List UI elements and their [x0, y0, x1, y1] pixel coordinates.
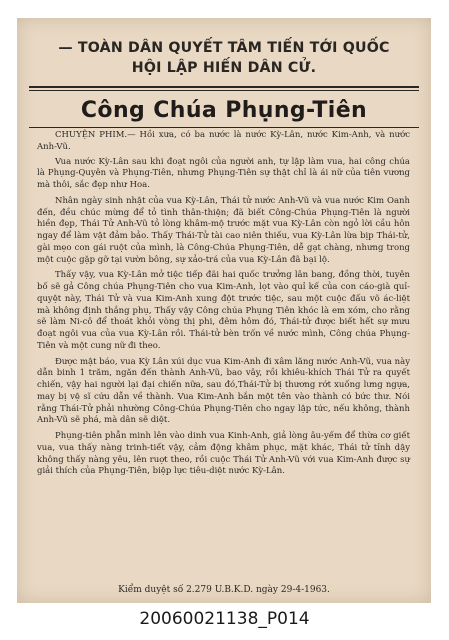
paragraph: Thấy vậy, vua Kỳ-Lân mở tiệc tiếp đãi hai quốc trưởng lân bang, đồng thời, tuyên bố sẽ gả Công chúa Phụng-Tiên cho vua Kim-Anh, lọt vào quỉ kế của con cáo-già quỉ-quyệt này, Thái Tử và vua Kim-Anh xung đột trước tiệc, sau một cuộc đấu võ ác-liệt mà không định thắng phụ, Thấy vậy Công chúa Phụng Tiên khóc là em xóm, cho rằng sẽ làm Ni-cô để thoát khỏi vòng thị phi, đêm hôm đó, Thái-tử được biết hết sự mưu đoạt ngôi vua của vua Kỳ-Lân rồi. Thái-tử bèn trốn về nước mình, Công chúa Phụng-Tiên và một cung nữ đi theo. — [37, 270, 410, 351]
paragraph: Phụng-tiên phẫn minh lên vào dinh vua Kinh-Anh, giả lòng âu-yếm để thừa cơ giết vua, vua thấy nàng trinh-tiết vậy, cảm động khâm phục, mặt khác, Thái tử tỉnh dậy không thấy nàng yêu, lên ruợt theo, rồi cuộc Thái Tử Anh-Vũ với vua Kim-Anh được sự giải thích của Phụng-Tiên, biệp lực tiêu-diệt nước Kỳ-Lân. — [37, 431, 410, 477]
divider-under-title — [29, 127, 419, 128]
paragraph: CHUYỆN PHIM.— Hồi xưa, có ba nước là nước Kỳ-Lân, nước Kim-Anh, và nước Anh-Vũ. — [37, 130, 410, 152]
slogan-line-2: HỘI LẬP HIẾN DÂN CỬ. — [131, 60, 317, 76]
archive-id-label: 20060021138_P014 — [139, 609, 310, 629]
slogan-line-1: — TOÀN DÂN QUYẾT TÂM TIẾN TỚI QUỐC — [58, 40, 390, 56]
film-title: Công Chúa Phụng-Tiên — [80, 98, 368, 123]
paragraph: Được mật báo, vua Kỳ Lân xúi dục vua Kim-Anh đi xâm lăng nước Anh-Vũ, vua này dẫn binh 1 trăm, ngăn đến thành Anh-Vũ, bao vây, rồi khiêu-khích Thái Tử ra quyết chiến, vậy hai người lại đại chiến nữa, sau đó,Thái-Tử bị thương rớt xuống lưng ngựa, may bị vệ sĩ cứu dẫn về thành. Vua Kim-Anh bắn một tên vào thành có bức thư. Nói rằng Thái-Tử phải nhường Công-Chúa Phụng-Tiên cho ngay lập tức, nếu không, thành Anh-Vũ sẽ phá, mà dân sẽ diệt. — [37, 356, 410, 426]
divider-thin — [29, 90, 419, 91]
story-text — [37, 130, 410, 482]
divider-thick — [29, 86, 419, 88]
flyer-page — [17, 18, 431, 603]
paragraph: Vua nước Kỳ-Lân sau khi đoạt ngôi của người anh, tự lập làm vua, hai công chúa là Phụng-Quyên và Phụng-Tiên, nhưng Phụng-Tiên sự thật chỉ là ái nữ của tiên vương mà thôi, sắc đẹp như Hoa. — [37, 156, 410, 190]
censorship-note: Kiểm duyệt số 2.279 U.B.K.D. ngày 29-4-1963. — [118, 585, 330, 595]
slogan-header — [17, 38, 431, 78]
paragraph: Nhân ngày sinh nhật của vua Kỳ-Lân, Thái tử nước Anh-Vũ và vua nước Kim Oanh đến, đều chúc mừng để tỏ tình thân-thiện; đã biết Công-Chúa Phụng-Tiên là người hiền đẹp, Thái Tử Anh-Vũ tỏ lòng khâm-mộ trước mặt vua Kỳ-Lân còn ngỏ lời cầu hôn ngay để làm vật đảm bảo. Thấy Thái-Tử tài cao niên thiếu, vua Kỳ-Lân lừa bịp Thái-tử, gài mẹo con gái ruột của mình, là Công-Chúa Phụng-Tiên, dễ gạt chàng, nhưng trong một cuộc gặp gỡ tại vườn bông, sự xảo-trá của vua Kỳ-Lân đã bại lộ. — [37, 195, 410, 265]
